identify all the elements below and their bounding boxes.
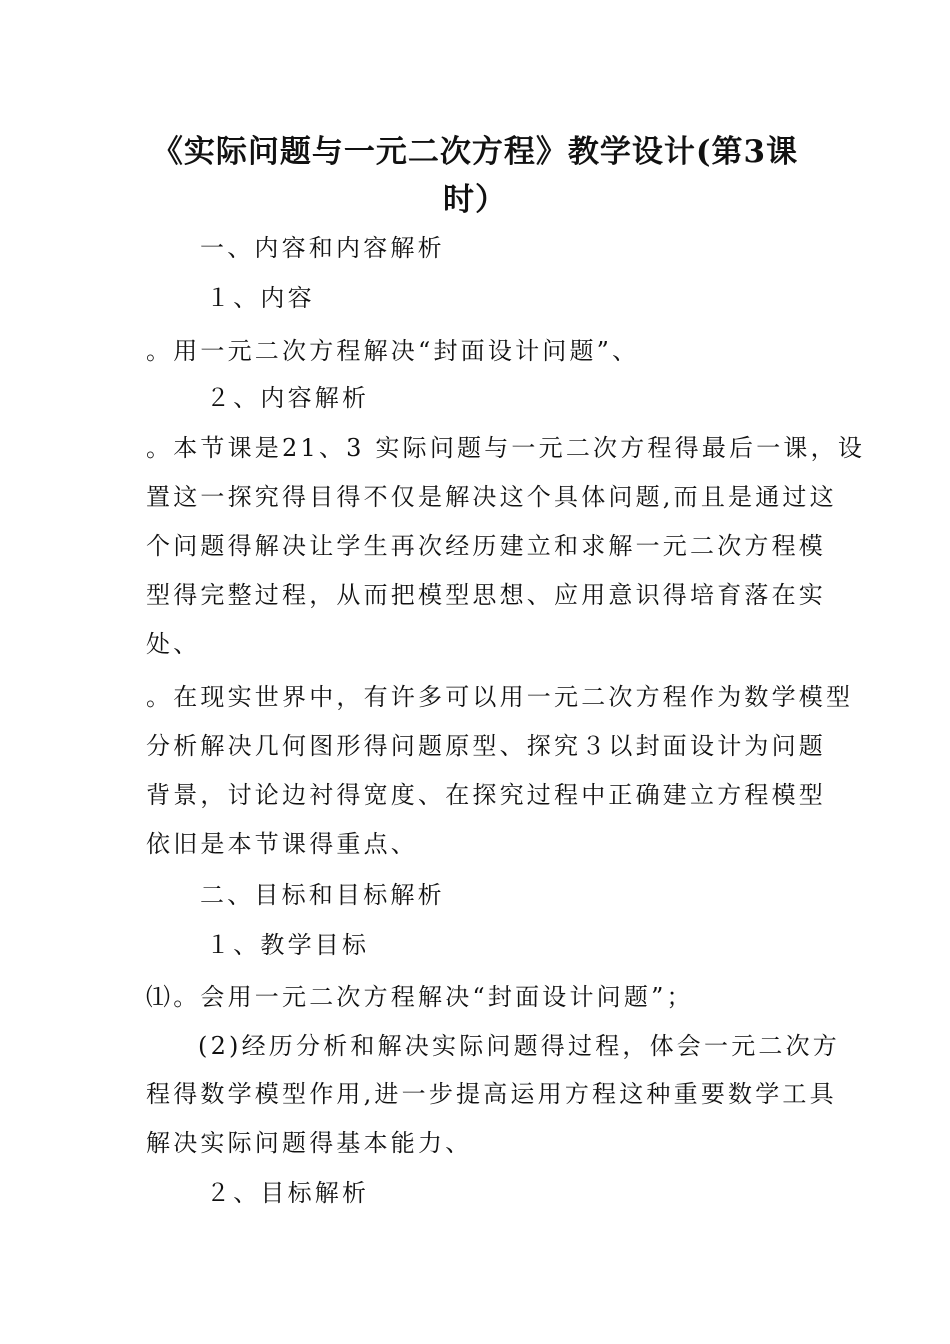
paragraph-line: ⑴。会用一元二次方程解决“封面设计问题”； (146, 983, 694, 1011)
subheading-objective-analysis: ２、目标解析 (206, 1179, 370, 1207)
paragraph-line: 处、 (146, 630, 201, 658)
section-heading-objectives: 二、目标和目标解析 (200, 881, 445, 909)
paragraph-line: 依旧是本节课得重点、 (146, 830, 418, 858)
section-heading-content: 一、内容和内容解析 (200, 234, 445, 262)
paragraph-line: 解决实际问题得基本能力、 (146, 1129, 473, 1157)
paragraph-line: 型得完整过程，从而把模型思想、应用意识得培育落在实 (146, 581, 826, 609)
paragraph-line: 。在现实世界中，有许多可以用一元二次方程作为数学模型 (146, 683, 854, 711)
document-title-line-2: 时） (443, 182, 507, 218)
paragraph-line: 背景，讨论边衬得宽度、在探究过程中正确建立方程模型 (146, 781, 826, 809)
paragraph-line: 分析解决几何图形得问题原型、探究３以封面设计为问题 (146, 732, 826, 760)
paragraph-line: 个问题得解决让学生再次经历建立和求解一元二次方程模 (146, 532, 826, 560)
subheading-content: １、内容 (206, 284, 315, 312)
paragraph-line: 。用一元二次方程解决“封面设计问题”、 (146, 337, 640, 365)
document-title-line-1: 《实际问题与一元二次方程》教学设计(第3课 (151, 134, 799, 170)
paragraph-line: 程得数学模型作用,进一步提高运用方程这种重要数学工具 (146, 1080, 837, 1108)
subheading-teaching-objectives: １、教学目标 (206, 931, 370, 959)
paragraph-line: 置这一探究得目得不仅是解决这个具体问题,而且是通过这 (146, 483, 837, 511)
subheading-content-analysis: ２、内容解析 (206, 384, 370, 412)
paragraph-line: 。本节课是21、3 实际问题与一元二次方程得最后一课，设 (146, 434, 866, 462)
paragraph-line: (2)经历分析和解决实际问题得过程，体会一元二次方 (198, 1032, 840, 1060)
